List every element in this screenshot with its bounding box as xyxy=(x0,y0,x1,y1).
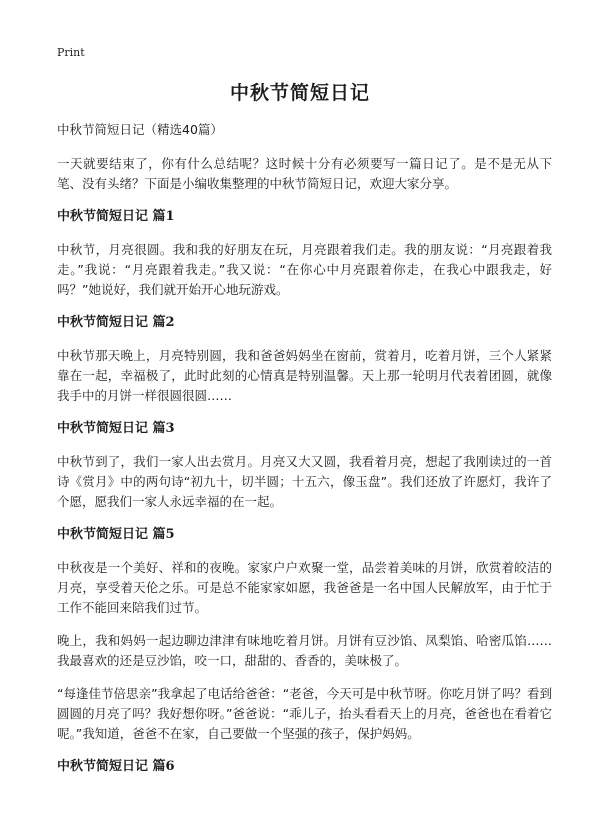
section-paragraph: 中秋节，月亮很圆。我和我的好朋友在玩，月亮跟着我们走。我的朋友说：“月亮跟着我走。”我说：“月亮跟着我走。”我又说：“在你心中月亮跟着你走，在我心中跟我走，好吗？”她说好，我们就开始开心地玩游戏。 xyxy=(57,242,552,297)
section-heading: 中秋节简短日记 篇2 xyxy=(57,315,175,330)
intro-paragraph: 一天就要结束了，你有什么总结呢？这时候十分有必须要写一篇日记了。是不是无从下笔、没有头绪？下面是小编收集整理的中秋节简短日记，欢迎大家分享。 xyxy=(57,156,552,191)
document-subtitle: 中秋节简短日记（精选40篇） xyxy=(57,122,223,137)
document-title: 中秋节简短日记 xyxy=(229,82,370,104)
section-paragraph: 中秋夜是一个美好、祥和的夜晚。家家户户欢聚一堂，品尝着美味的月饼，欣赏着皎洁的月亮，享受着天伦之乐。可是总不能家家如愿，我爸爸是一名中国人民解放军，由于忙于工作不能回来陪我们过节。 xyxy=(57,560,552,615)
section-heading: 中秋节简短日记 篇5 xyxy=(57,527,175,542)
section-paragraph: 晚上，我和妈妈一起边聊边津津有味地吃着月饼。月饼有豆沙馅、凤梨馅、哈密瓜馅……我最喜欢的还是豆沙馅，咬一口，甜甜的、香香的，美味极了。 xyxy=(57,633,552,668)
document-body xyxy=(57,120,552,790)
section-heading: 中秋节简短日记 篇3 xyxy=(57,421,175,436)
print-link[interactable]: Print xyxy=(57,46,85,59)
section-paragraph: “每逢佳节倍思亲”我拿起了电话给爸爸：“老爸，今天可是中秋节呀。你吃月饼了吗？看到圆圆的月亮了吗？我好想你呀。”爸爸说：“乖儿子，抬头看看天上的月亮，爸爸也在看着它呢。”我知道，爸爸不在家，自己要做一个坚强的孩子，保护妈妈。 xyxy=(57,686,552,741)
section-paragraph: 中秋节那天晚上，月亮特别圆，我和爸爸妈妈坐在窗前，赏着月，吃着月饼，三个人紧紧靠在一起，幸福极了，此时此刻的心情真是特别温馨。天上那一轮明月代表着团圆，就像我手中的月饼一样很圆很圆…… xyxy=(57,348,552,403)
section-heading: 中秋节简短日记 篇6 xyxy=(57,759,175,774)
section-heading: 中秋节简短日记 篇1 xyxy=(57,209,175,224)
section-paragraph: 中秋节到了，我们一家人出去赏月。月亮又大又圆，我看着月亮，想起了我刚读过的一首诗《赏月》中的两句诗“初九十，切半圆；十五六，像玉盘”。我们还放了许愿灯，我许了个愿，愿我们一家人永远幸福的在一起。 xyxy=(57,454,552,509)
